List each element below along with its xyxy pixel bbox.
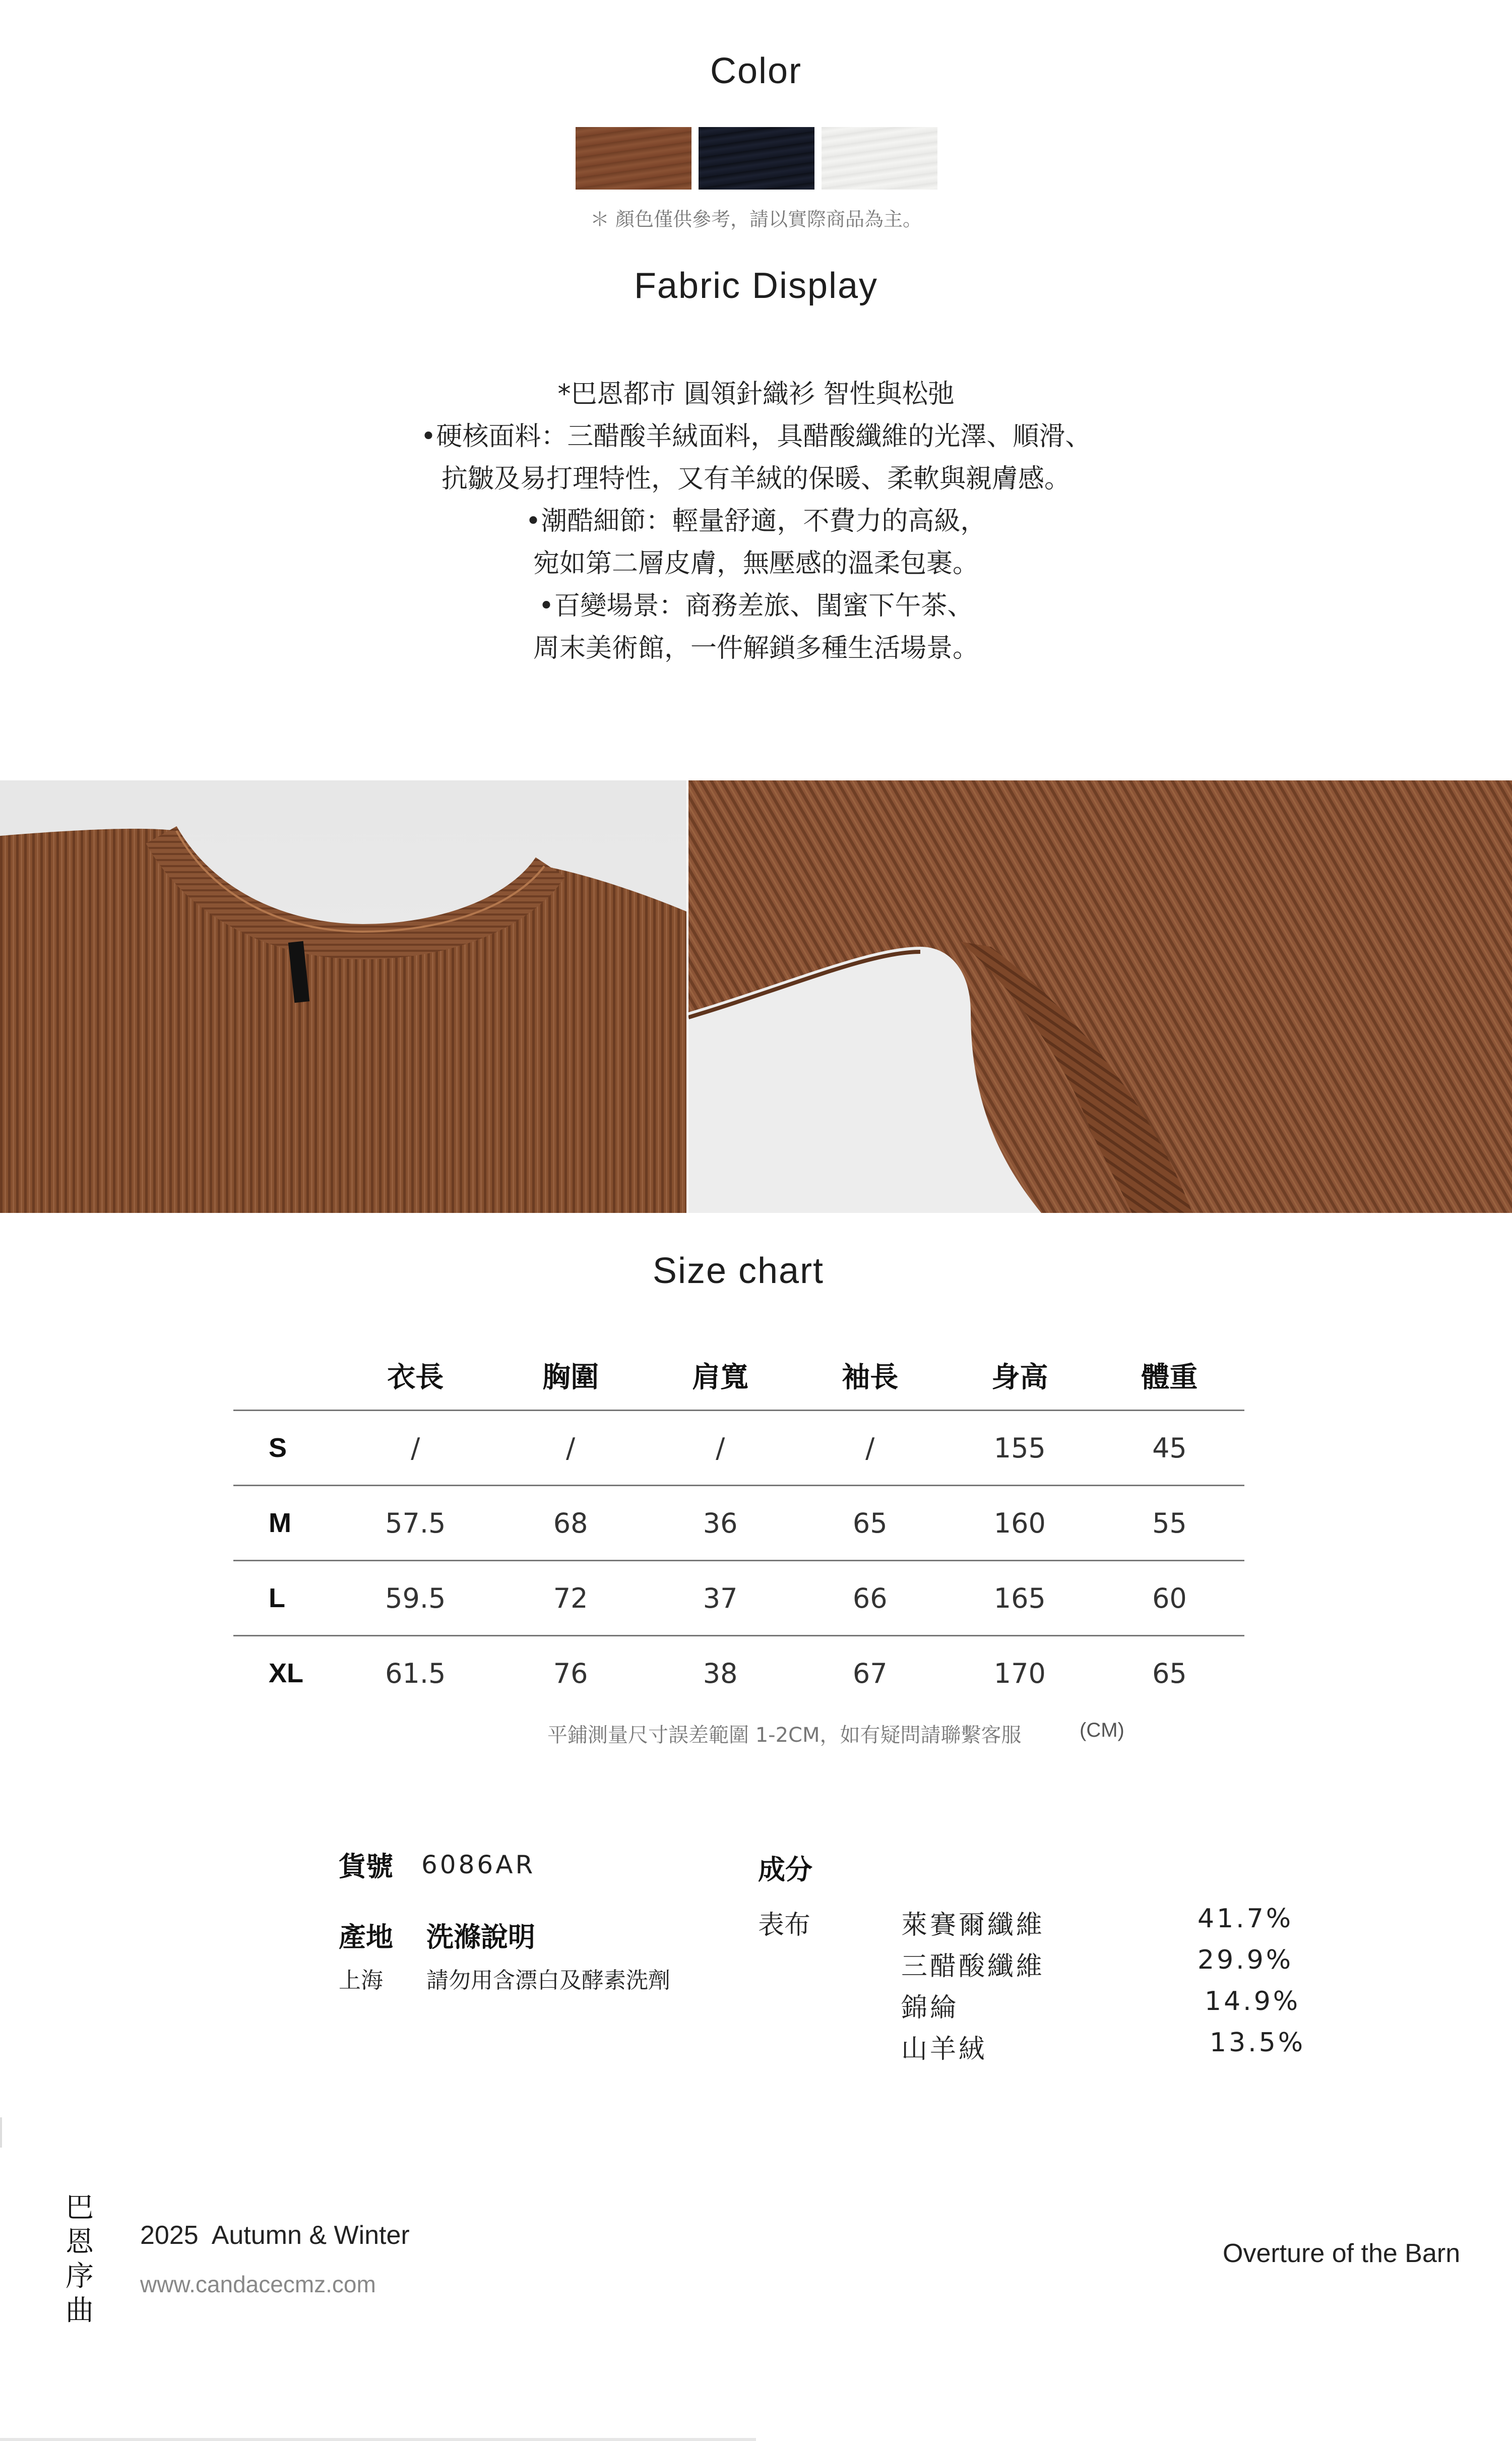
table-cell: 38 (646, 1636, 795, 1711)
table-cell: 37 (646, 1561, 795, 1636)
vertical-brand (65, 2191, 95, 2328)
description-line: 抗皺及易打理特性，又有羊絨的保暖、柔軟與親膚感。 (441, 464, 1070, 494)
table-cell: 72 (496, 1561, 646, 1636)
size-chart-title: Size chart (652, 1251, 825, 1291)
size-header-cell: 衣長 (387, 1361, 444, 1394)
table-cell: 160 (945, 1486, 1095, 1561)
size-header-cell (233, 1341, 335, 1411)
table-cell: 60 (1095, 1561, 1244, 1636)
swatch-off-white[interactable] (822, 127, 937, 190)
table-cell: / (795, 1411, 945, 1486)
table-cell: 155 (945, 1411, 1095, 1486)
size-header-cell: 體重 (1141, 1361, 1198, 1394)
swatch-navy[interactable] (699, 127, 814, 190)
table-cell: 67 (795, 1636, 945, 1711)
website-link[interactable]: www.candacecmz.com (140, 2271, 376, 2297)
composition-label: 成分 (758, 1854, 812, 1885)
fabric-fold-photo (688, 780, 1512, 1213)
fabric-label: 表布 (758, 1910, 811, 1940)
brand-char: 恩 (66, 2226, 94, 2259)
table-cell: 65 (795, 1486, 945, 1561)
table-cell: 61.5 (335, 1636, 496, 1711)
brand-char: 序 (66, 2260, 94, 2293)
table-cell: 66 (795, 1561, 945, 1636)
table-row (233, 1486, 1244, 1561)
table-cell: 165 (945, 1561, 1095, 1636)
fabric-title: Fabric Display (634, 266, 878, 306)
size-label: M (233, 1486, 335, 1561)
fold-illustration (688, 780, 1512, 1213)
table-cell: / (646, 1411, 795, 1486)
material-percent: 13.5% (1210, 2028, 1306, 2058)
brand-char: 曲 (66, 2294, 94, 2327)
table-cell: 36 (646, 1486, 795, 1561)
collection-name: Overture of the Barn (1223, 2239, 1461, 2268)
table-row (233, 1411, 1244, 1486)
care-value: 請勿用含漂白及酵素洗劑 (426, 1968, 670, 1993)
size-label: XL (233, 1636, 335, 1711)
fabric-description (0, 373, 1512, 669)
table-cell: 55 (1095, 1486, 1244, 1561)
description-line: •百變場景：商務差旅、閨蜜下午茶、 (538, 591, 974, 621)
size-unit: (CM) (1080, 1719, 1124, 1741)
description-line: *巴恩都市 圓領針織衫 智性與松弛 (557, 379, 955, 409)
collar-illustration (0, 780, 686, 1213)
size-chart-table (233, 1341, 1244, 1710)
description-line: 宛如第二層皮膚，無壓感的溫柔包裹。 (533, 548, 979, 579)
material-percent: 29.9% (1198, 1945, 1294, 1975)
material-name: 錦綸 (901, 1993, 959, 2023)
table-row (233, 1636, 1244, 1711)
size-label: L (233, 1561, 335, 1636)
table-cell: / (335, 1411, 496, 1486)
table-cell: 170 (945, 1636, 1095, 1711)
description-line: 周末美術館，一件解鎖多種生活場景。 (533, 633, 979, 663)
bottom-divider (0, 2438, 756, 2441)
material-name: 三醋酸纖維 (901, 1951, 1045, 1982)
sku-label: 貨號 (339, 1851, 393, 1882)
table-cell: 68 (496, 1486, 646, 1561)
material-percent: 14.9% (1205, 1986, 1301, 2017)
description-line: •硬核面料：三醋酸羊絨面料，具醋酸纖維的光澤、順滑、 (420, 421, 1092, 452)
size-header-cell: 肩寬 (692, 1361, 749, 1394)
description-line: •潮酷細節：輕量舒適，不費力的高級， (525, 506, 987, 536)
edge-mark (0, 2117, 2, 2148)
sku-value: 6086AR (421, 1850, 536, 1879)
size-header-cell: 胸圍 (542, 1361, 599, 1394)
table-cell: 76 (496, 1636, 646, 1711)
table-cell: 65 (1095, 1636, 1244, 1711)
material-name: 萊賽爾纖維 (901, 1910, 1045, 1940)
size-label: S (233, 1411, 335, 1486)
care-label: 洗滌說明 (426, 1921, 535, 1953)
material-name: 山羊絨 (901, 2034, 988, 2064)
origin-value: 上海 (339, 1968, 383, 1993)
color-note: ＊ 顏色僅供參考，請以實際商品為主。 (590, 208, 922, 230)
collar-detail-photo (0, 780, 686, 1213)
size-header-row (233, 1341, 1244, 1411)
origin-label: 產地 (339, 1921, 393, 1953)
table-cell: 45 (1095, 1411, 1244, 1486)
table-cell: 57.5 (335, 1486, 496, 1561)
brand-char: 巴 (66, 2191, 94, 2224)
swatch-brown[interactable] (576, 127, 691, 190)
material-percent: 41.7% (1198, 1904, 1294, 1934)
table-cell: / (496, 1411, 646, 1486)
table-row (233, 1561, 1244, 1636)
size-note: 平鋪測量尺寸誤差範圍 1-2CM，如有疑問請聯繫客服 (547, 1724, 1022, 1747)
size-header-cell: 袖長 (842, 1361, 899, 1394)
season-text: 2025 Autumn & Winter (140, 2221, 410, 2250)
size-header-cell: 身高 (991, 1361, 1048, 1394)
color-title: Color (710, 51, 802, 91)
table-cell: 59.5 (335, 1561, 496, 1636)
